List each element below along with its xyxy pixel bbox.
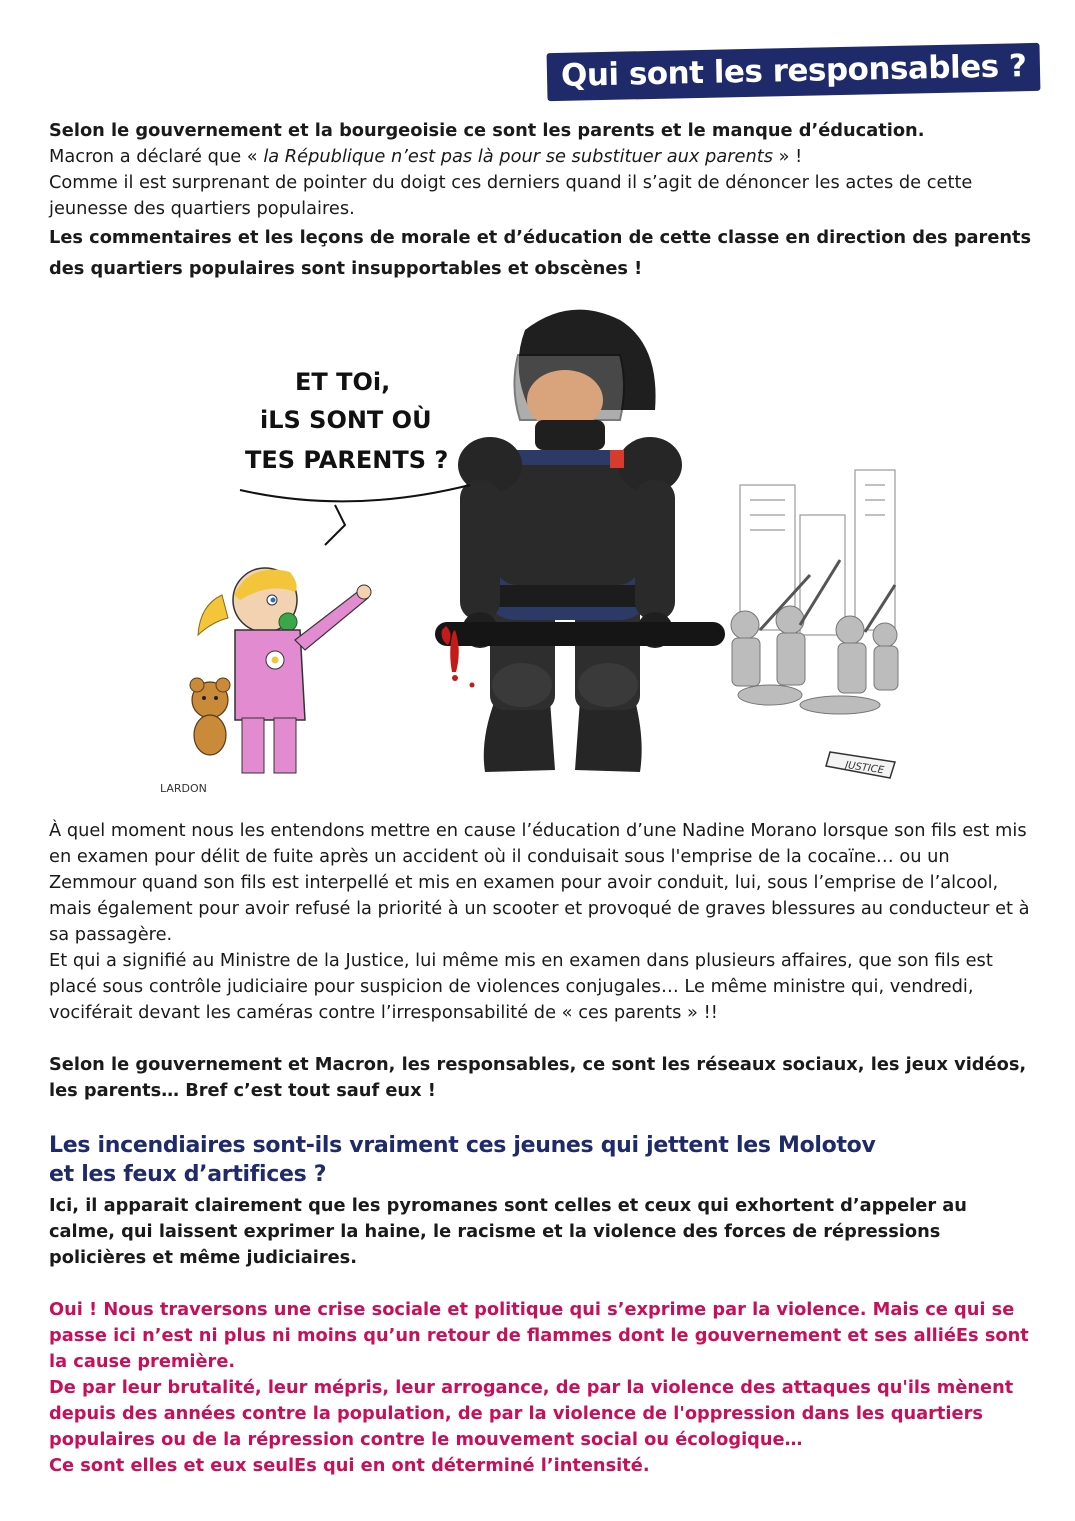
- conclusion-line-2: De par leur brutalité, leur mépris, leur arrogance, de par la violence des attaques qu'ils mènent depuis des années contre la population, de par la violence de l'oppression dans les quartiers populaires ou de la répression contre le mouvement social ou écologique…: [49, 1377, 1014, 1450]
- paragraph-minister: Et qui a signifié au Ministre de la Justice, lui même mis en examen dans plusieurs affaires, que son fils est placé sous contrôle judiciaire pour suspicion de violences conjugales… Le même ministre qui, vendredi, vociférait devant les caméras contre l’irresponsabilité de « ces parents » !!: [49, 950, 993, 1023]
- justice-sign-text: JUSTICE: [844, 759, 885, 777]
- riot-background: [740, 470, 895, 635]
- conclusion-line-3: Ce sont elles et eux seulEs qui en ont déterminé l’intensité.: [49, 1455, 650, 1476]
- page-title-banner: [547, 48, 1040, 96]
- speech-bubble: [240, 368, 470, 545]
- speech-line-3: TES PARENTS ?: [245, 446, 449, 474]
- intro-section: [49, 118, 1039, 284]
- page-title: Qui sont les responsables ?: [546, 43, 1040, 101]
- riot-police-officer: [435, 310, 725, 772]
- body-section: [49, 818, 1039, 1104]
- quote-suffix: » !: [772, 146, 803, 167]
- teddy-bear: [190, 678, 230, 755]
- intro-line-2: [49, 144, 1039, 170]
- speech-line-1: ET TOi,: [295, 368, 391, 396]
- paragraph-morano-zemmour: À quel moment nous les entendons mettre en cause l’éducation d’une Nadine Morano lorsque son fils est mis en examen pour délit de fuite après un accident où il conduisait sous l'emprise de la cocaïne… ou un Zemmour quand son fils est interpellé et mis en examen pour avoir conduit, lui, sous l’emprise de l’alcool, mais également pour avoir refusé la priorité à un scooter et provoqué de graves blessures au conducteur et à sa passagère.: [49, 820, 1030, 945]
- intro-line-4: Les commentaires et les leçons de morale et d’éducation de cette classe en direction des parents des quartiers populaires sont insupportables et obscènes !: [49, 227, 1032, 279]
- justice-sign: [826, 752, 895, 778]
- intro-line-1: Selon le gouvernement et la bourgeoisie ce sont les parents et le manque d’éducation.: [49, 120, 925, 141]
- intro-line-3: Comme il est surprenant de pointer du doigt ces derniers quand il s’agit de dénoncer les actes de cette jeunesse des quartiers populaires.: [49, 172, 973, 219]
- speech-line-2: iLS SONT OÙ: [260, 406, 432, 434]
- conclusion-line-1: Oui ! Nous traversons une crise sociale et politique qui s’exprime par la violence. Mais ce qui se passe ici n’est ni plus ni moins qu’un retour de flammes dont le gouvernement et ses alliéEs sont la cause première.: [49, 1299, 1029, 1372]
- paragraph-responsables: Selon le gouvernement et Macron, les responsables, ce sont les réseaux sociaux, les jeux vidéos, les parents… Bref c’est tout sauf eux !: [49, 1054, 1027, 1101]
- section-heading-line-1: Les incendiaires sont-ils vraiment ces jeunes qui jettent les Molotov: [49, 1133, 876, 1158]
- section-heading-line-2: et les feux d’artifices ?: [49, 1162, 327, 1187]
- section2-body: [49, 1193, 1039, 1479]
- little-girl: [190, 568, 371, 773]
- riot-figures: [731, 560, 898, 714]
- cartoon-signature: LARDON: [160, 782, 207, 795]
- quote-prefix: Macron a déclaré que «: [49, 146, 264, 167]
- macron-quote: la République n’est pas là pour se substituer aux parents: [263, 146, 773, 167]
- section-heading-incendiaires: [49, 1131, 1029, 1189]
- cartoon-illustration: [150, 300, 930, 800]
- paragraph-pyromanes: Ici, il apparait clairement que les pyromanes sont celles et ceux qui exhortent d’appeler au calme, qui laissent exprimer la haine, le racisme et la violence des forces de répressions policières et même judiciaires.: [49, 1195, 967, 1268]
